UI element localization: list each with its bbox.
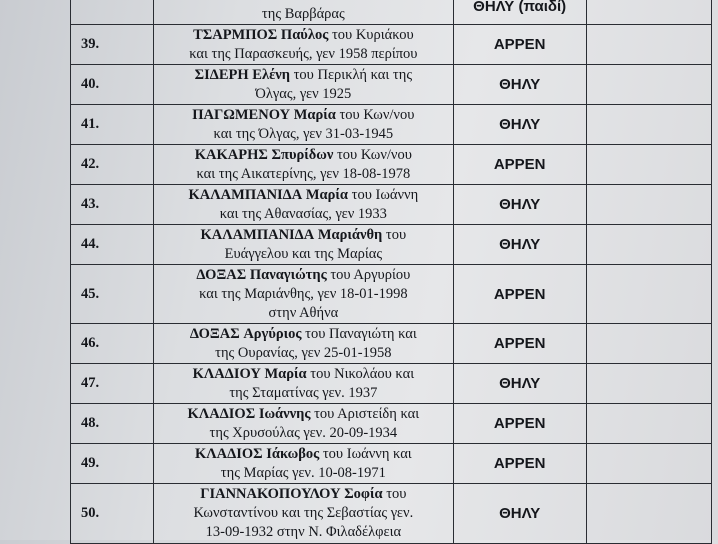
- table-row: [71, 145, 712, 185]
- table-row: [71, 404, 712, 444]
- description-line-1: [158, 66, 448, 85]
- description-line-1: [158, 106, 448, 125]
- person-description: [154, 105, 453, 145]
- description-line-2: Ευάγγελου και της Μαρίας: [224, 245, 383, 262]
- given-name: Ιάκωβος: [266, 445, 320, 462]
- surname: ΚΛΑΔΙΟΥ: [192, 365, 261, 382]
- description-line-3: στην Αθήνα: [268, 304, 339, 321]
- sex-cell: ΑΡΡΕΝ: [453, 145, 586, 185]
- given-name: Μαριάνθη: [317, 226, 383, 243]
- blank-cell: [586, 0, 711, 25]
- description-line-1: [158, 26, 448, 45]
- sex-cell: ΘΗΛΥ (παιδί): [453, 0, 586, 25]
- row-number: 44.: [71, 225, 154, 265]
- victims-table: [70, 0, 712, 544]
- surname: ΠΑΓΩΜΕΝΟΥ: [192, 106, 291, 123]
- person-description: [154, 65, 453, 105]
- person-description: [154, 324, 453, 364]
- surname: ΣΙΔΕΡΗ: [194, 66, 249, 83]
- parentage-text: του Αριστείδη και: [314, 405, 420, 422]
- description-line-2: και της Παρασκευής, γεν 1958 περίπου: [189, 45, 418, 62]
- parentage-text: του Κων/νου: [336, 146, 412, 163]
- description-line-1: [158, 186, 448, 205]
- surname: ΚΛΑΔΙΟΣ: [187, 405, 256, 422]
- parentage-text: του Κων/νου: [339, 106, 415, 123]
- sex-cell: ΑΡΡΕΝ: [453, 444, 586, 484]
- blank-cell: [586, 25, 711, 65]
- parentage-text: του Ιωάννη: [351, 186, 419, 203]
- surname: ΚΑΚΑΡΗΣ: [194, 146, 268, 163]
- row-number: 41.: [71, 105, 154, 145]
- given-name: Ιωάννης: [258, 405, 311, 422]
- surname: ΓΙΑΝΝΑΚΟΠΟΥΛΟΥ: [200, 486, 341, 502]
- row-number: 42.: [71, 145, 154, 185]
- blank-cell: [586, 65, 711, 105]
- given-name: Αργύριος: [243, 325, 302, 342]
- table-row: [71, 265, 712, 324]
- surname: ΚΑΛΑΜΠΑΝΙΔΑ: [188, 186, 303, 203]
- sex-cell: ΘΗΛΥ: [453, 364, 586, 404]
- person-description: [154, 185, 453, 225]
- parentage-text: του Νικολάου και: [310, 365, 415, 382]
- blank-cell: [586, 324, 711, 364]
- given-name: Μαρία: [264, 365, 307, 382]
- table-row: [71, 105, 712, 145]
- sex-cell: ΘΗΛΥ: [453, 225, 586, 265]
- row-number: 43.: [71, 185, 154, 225]
- parentage-text: του Περικλή και της: [293, 66, 413, 83]
- table-row: [71, 185, 712, 225]
- table-row: [71, 225, 712, 265]
- parentage-text: του Ιωάννη και: [322, 445, 412, 462]
- description-line-2: της Μαρίας γεν. 10-08-1971: [220, 464, 386, 481]
- row-number: 48.: [71, 404, 154, 444]
- description-line-1: [158, 445, 448, 464]
- sex-cell: ΘΗΛΥ: [453, 65, 586, 105]
- person-description: [154, 145, 453, 185]
- person-description: [154, 265, 453, 324]
- blank-cell: [586, 265, 711, 324]
- description-line-2: και της Όλγας, γεν 31-03-1945: [213, 125, 394, 142]
- description-line-1: [158, 226, 448, 245]
- row-number: 47.: [71, 364, 154, 404]
- given-name: Σπυρίδων: [271, 146, 334, 163]
- blank-cell: [586, 484, 711, 544]
- sex-cell: ΑΡΡΕΝ: [453, 404, 586, 444]
- description-line-2: της Σταματίνας γεν. 1937: [229, 384, 378, 401]
- description-line-2: της Βαρβάρας: [261, 6, 345, 22]
- blank-cell: [586, 185, 711, 225]
- blank-cell: [586, 444, 711, 484]
- given-name: Μαρία: [305, 186, 349, 203]
- table-row: [71, 364, 712, 404]
- table-body: [71, 0, 712, 544]
- person-description: [154, 0, 453, 25]
- sex-cell: ΘΗΛΥ: [453, 105, 586, 145]
- person-description: [154, 25, 453, 65]
- parentage-text: του Κυριάκου: [331, 26, 414, 43]
- sex-cell: ΑΡΡΕΝ: [453, 25, 586, 65]
- description-line-1: [158, 266, 448, 285]
- row-number: 49.: [71, 444, 154, 484]
- description-line-2: και της Μαριάνθης, γεν 18-01-1998: [199, 285, 408, 302]
- sex-cell: ΑΡΡΕΝ: [453, 324, 586, 364]
- sex-cell: ΘΗΛΥ: [453, 185, 586, 225]
- description-line-3: 13-09-1932 στην Ν. Φιλαδέλφεια: [205, 524, 402, 540]
- table-row: [71, 65, 712, 105]
- table-row: [71, 25, 712, 65]
- table-row: [71, 0, 712, 25]
- description-line-2: Κωνσταντίνου και της Σεβαστίας γεν.: [193, 505, 414, 521]
- row-number: [71, 0, 154, 25]
- blank-cell: [586, 404, 711, 444]
- description-line-1: [158, 485, 448, 504]
- blank-cell: [586, 364, 711, 404]
- person-description: [154, 225, 453, 265]
- description-line-2: και της Αθανασίας, γεν 1933: [219, 205, 387, 222]
- sex-cell: ΑΡΡΕΝ: [453, 265, 586, 324]
- description-line-1: [158, 325, 448, 344]
- row-number: 39.: [71, 25, 154, 65]
- person-description: [154, 404, 453, 444]
- given-name: Ελένη: [252, 66, 290, 83]
- surname: ΔΟΞΑΣ: [196, 266, 247, 283]
- surname: ΚΛΑΔΙΟΣ: [194, 445, 263, 462]
- blank-cell: [586, 105, 711, 145]
- description-line-2: Όλγας, γεν 1925: [255, 85, 352, 102]
- parentage-text: του Αργυρίου: [330, 266, 411, 283]
- row-number: 50.: [71, 484, 154, 544]
- description-line-1: [158, 405, 448, 424]
- surname: ΤΣΑΡΜΠΟΣ: [193, 26, 278, 43]
- description-line-1: [158, 365, 448, 384]
- row-number: 46.: [71, 324, 154, 364]
- table-row: [71, 444, 712, 484]
- description-line-2: και της Αικατερίνης, γεν 18-08-1978: [196, 165, 411, 182]
- description-line-2: της Ουρανίας, γεν 25-01-1958: [215, 344, 392, 361]
- person-description: [154, 364, 453, 404]
- given-name: Παναγιώτης: [249, 266, 327, 283]
- description-line-1: [158, 146, 448, 165]
- person-description: [154, 444, 453, 484]
- table-row: [71, 484, 712, 544]
- surname: ΚΑΛΑΜΠΑΝΙΔΑ: [200, 226, 315, 243]
- given-name: Σοφία: [344, 486, 383, 502]
- blank-cell: [586, 145, 711, 185]
- row-number: 40.: [71, 65, 154, 105]
- given-name: Μαρία: [293, 106, 336, 123]
- blank-cell: [586, 225, 711, 265]
- given-name: Παύλος: [280, 26, 329, 43]
- description-line-2: της Χρυσούλας γεν. 20-09-1934: [209, 424, 398, 441]
- surname: ΔΟΞΑΣ: [189, 325, 240, 342]
- parentage-text: του Παναγιώτη και: [305, 325, 417, 342]
- row-number: 45.: [71, 265, 154, 324]
- parentage-text: του: [386, 486, 407, 502]
- sex-cell: ΘΗΛΥ: [453, 484, 586, 544]
- parentage-text: του: [385, 226, 407, 243]
- person-description: [154, 484, 453, 544]
- table-row: [71, 324, 712, 364]
